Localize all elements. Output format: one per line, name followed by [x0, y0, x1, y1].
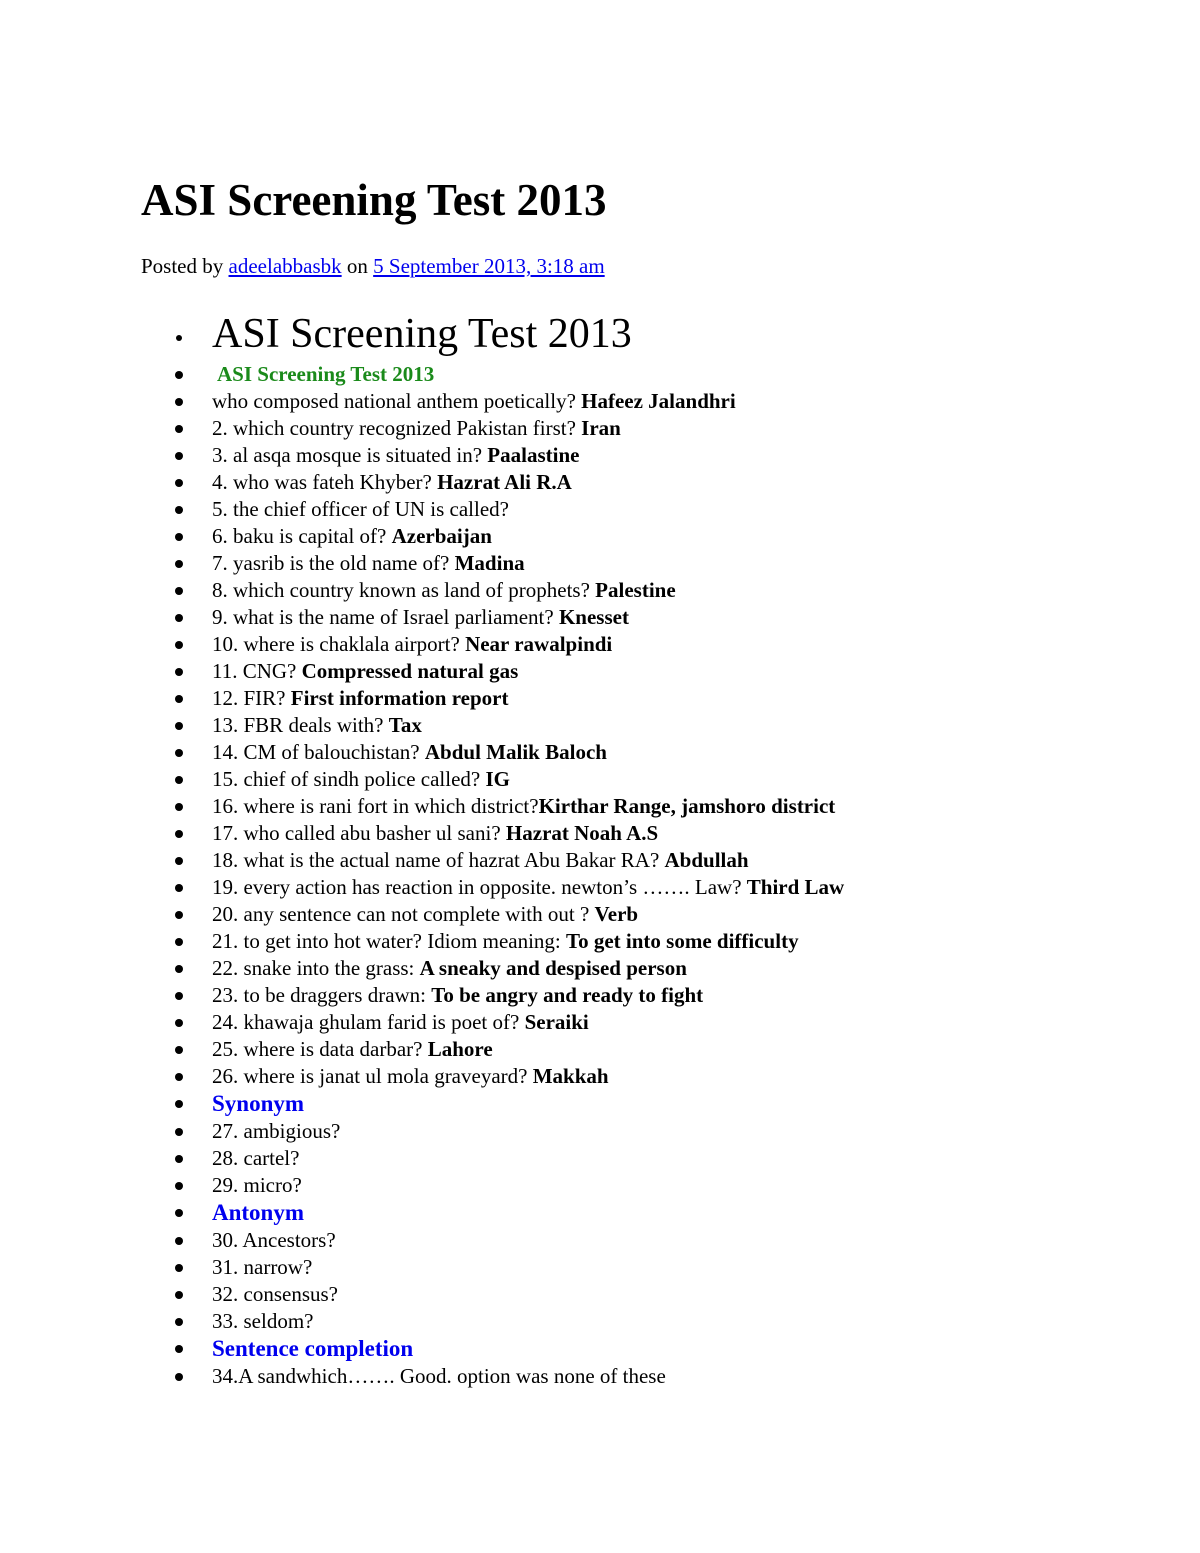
sentence-completion-heading-item [0, 1335, 844, 1363]
question-item [0, 874, 844, 901]
answer-text: IG [485, 767, 510, 791]
question-item [0, 1308, 844, 1335]
question-text: 11. CNG? [212, 659, 302, 683]
question-item [0, 1063, 844, 1090]
post-byline [141, 252, 605, 280]
question-item [0, 712, 844, 739]
answer-text: Madina [454, 551, 525, 575]
question-text: 13. FBR deals with? [212, 713, 389, 737]
list-subheading [0, 361, 844, 388]
question-item [0, 469, 844, 496]
question-text: 9. what is the name of Israel parliament? [212, 605, 559, 629]
question-item [0, 1172, 844, 1199]
synonym-heading-item [0, 1090, 844, 1118]
sentence-completion-heading: Sentence completion [212, 1336, 414, 1361]
question-text: 16. where is rani fort in which district? [212, 794, 539, 818]
answer-text: Tax [388, 713, 422, 737]
answer-text: Compressed natural gas [301, 659, 519, 683]
question-item [0, 820, 844, 847]
question-item [0, 523, 844, 550]
question-item [0, 982, 844, 1009]
question-text: 2. which country recognized Pakistan first? [212, 416, 582, 440]
question-text: 32. consensus? [212, 1282, 338, 1306]
byline-on: on [346, 254, 368, 278]
answer-text: Verb [594, 902, 639, 926]
question-item [0, 766, 844, 793]
post-date-link[interactable]: 5 September 2013, 3:18 am [373, 254, 605, 278]
byline-prefix: Posted by [141, 254, 224, 278]
question-text: 26. where is janat ul mola graveyard? [212, 1064, 533, 1088]
question-item [0, 739, 844, 766]
question-text: 15. chief of sindh police called? [212, 767, 486, 791]
antonym-heading: Antonym [212, 1200, 305, 1225]
question-text: 22. snake into the grass: [212, 956, 420, 980]
question-text: 17. who called abu basher ul sani? [212, 821, 506, 845]
answer-text: Lahore [427, 1037, 493, 1061]
answer-text: Makkah [532, 1064, 609, 1088]
question-text: 31. narrow? [212, 1255, 313, 1279]
question-item [0, 496, 844, 523]
question-item [0, 1363, 844, 1390]
answer-text: Hafeez Jalandhri [581, 389, 736, 413]
question-item [0, 658, 844, 685]
question-item [0, 550, 844, 577]
question-text: 29. micro? [212, 1173, 302, 1197]
author-link[interactable]: adeelabbasbk [228, 254, 342, 278]
question-text: 20. any sentence can not complete with out ? [212, 902, 595, 926]
answer-text: To get into some difficulty [566, 929, 799, 953]
question-text: 30. Ancestors? [212, 1228, 336, 1252]
question-list [0, 308, 844, 1390]
question-item [0, 793, 844, 820]
question-text: 27. ambigious? [212, 1119, 341, 1143]
question-text: 6. baku is capital of? [212, 524, 392, 548]
question-item [0, 415, 844, 442]
answer-text: Hazrat Noah A.S [505, 821, 659, 845]
question-item [0, 442, 844, 469]
question-item [0, 1254, 844, 1281]
question-item [0, 1227, 844, 1254]
question-item [0, 847, 844, 874]
answer-text: Palestine [595, 578, 676, 602]
question-text: 7. yasrib is the old name of? [212, 551, 455, 575]
question-text: 14. CM of balouchistan? [212, 740, 425, 764]
question-text: 8. which country known as land of prophets? [212, 578, 596, 602]
question-item [0, 1281, 844, 1308]
answer-text: Third Law [746, 875, 845, 899]
antonym-heading-item [0, 1199, 844, 1227]
answer-text: To be angry and ready to fight [431, 983, 704, 1007]
question-text: 4. who was fateh Khyber? [212, 470, 438, 494]
question-text: 3. al asqa mosque is situated in? [212, 443, 488, 467]
question-item [0, 1036, 844, 1063]
answer-text: Iran [581, 416, 621, 440]
list-heading-text: ASI Screening Test 2013 [212, 311, 632, 357]
list-heading [0, 308, 844, 360]
question-item [0, 631, 844, 658]
question-item [0, 577, 844, 604]
question-item [0, 685, 844, 712]
synonym-heading: Synonym [212, 1091, 305, 1116]
question-text: 28. cartel? [212, 1146, 300, 1170]
question-item [0, 1118, 844, 1145]
question-text: 19. every action has reaction in opposite. newton’s ……. Law? [212, 875, 747, 899]
question-text: 25. where is data darbar? [212, 1037, 428, 1061]
answer-text: Kirthar Range, jamshoro district [538, 794, 836, 818]
question-text: 12. FIR? [212, 686, 291, 710]
question-text: 23. to be draggers drawn: [212, 983, 432, 1007]
question-text: 34.A sandwhich……. Good. option was none of these [212, 1364, 666, 1388]
answer-text: Hazrat Ali R.A [437, 470, 572, 494]
answer-text: Paalastine [487, 443, 580, 467]
answer-text: First information report [290, 686, 509, 710]
question-text: 21. to get into hot water? Idiom meaning: [212, 929, 567, 953]
answer-text: Near rawalpindi [465, 632, 613, 656]
question-text: 5. the chief officer of UN is called? [212, 497, 509, 521]
question-item [0, 388, 844, 415]
question-text: 10. where is chaklala airport? [212, 632, 466, 656]
question-text: 33. seldom? [212, 1309, 314, 1333]
answer-text: A sneaky and despised person [419, 956, 687, 980]
question-item [0, 604, 844, 631]
question-item [0, 901, 844, 928]
page-title: ASI Screening Test 2013 [141, 175, 607, 225]
question-item [0, 955, 844, 982]
question-item [0, 928, 844, 955]
question-text: who composed national anthem poetically? [212, 389, 582, 413]
question-item [0, 1145, 844, 1172]
list-subheading-text: ASI Screening Test 2013 [217, 362, 435, 386]
question-text: 18. what is the actual name of hazrat Abu Bakar RA? [212, 848, 665, 872]
question-text: 24. khawaja ghulam farid is poet of? [212, 1010, 525, 1034]
answer-text: Knesset [558, 605, 629, 629]
answer-text: Abdul Malik Baloch [424, 740, 607, 764]
answer-text: Azerbaijan [391, 524, 492, 548]
answer-text: Abdullah [664, 848, 749, 872]
question-item [0, 1009, 844, 1036]
answer-text: Seraiki [524, 1010, 589, 1034]
